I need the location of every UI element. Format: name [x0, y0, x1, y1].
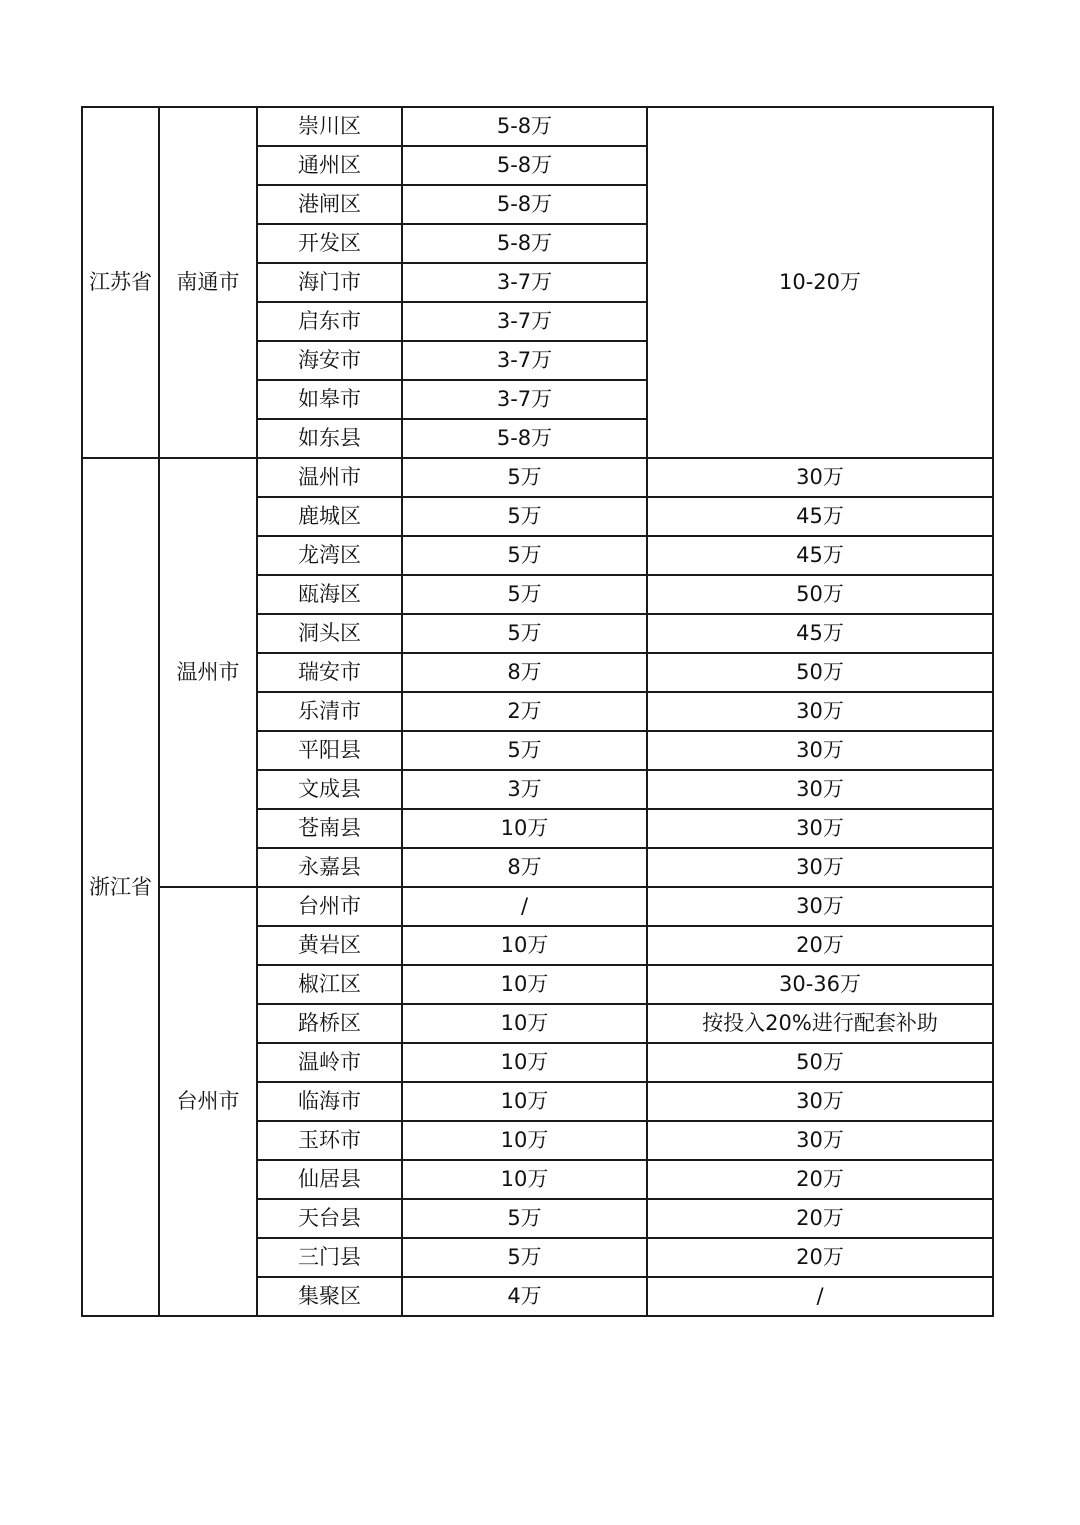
- value-cell: 30万: [647, 809, 993, 848]
- value-cell: 3-7万: [402, 380, 647, 419]
- city-cell: 台州市: [159, 887, 257, 1316]
- district-cell: 玉环市: [257, 1121, 402, 1160]
- table-row: [82, 458, 993, 497]
- district-cell: 永嘉县: [257, 848, 402, 887]
- district-cell: 龙湾区: [257, 536, 402, 575]
- value-cell: 10万: [402, 1043, 647, 1082]
- district-cell: 港闸区: [257, 185, 402, 224]
- city-cell: 温州市: [159, 458, 257, 887]
- value-cell: 5-8万: [402, 185, 647, 224]
- value-cell: 30万: [647, 770, 993, 809]
- value-cell: 3-7万: [402, 302, 647, 341]
- district-cell: 苍南县: [257, 809, 402, 848]
- value-cell: 50万: [647, 575, 993, 614]
- value-cell: 45万: [647, 614, 993, 653]
- value-cell: 45万: [647, 497, 993, 536]
- value-cell: 3-7万: [402, 341, 647, 380]
- table-row: [82, 887, 993, 926]
- district-cell: 如东县: [257, 419, 402, 458]
- value-cell: 30万: [647, 848, 993, 887]
- district-cell: 温州市: [257, 458, 402, 497]
- value-cell: 10万: [402, 1121, 647, 1160]
- district-cell: 三门县: [257, 1238, 402, 1277]
- value-cell: 3万: [402, 770, 647, 809]
- value-cell: 3-7万: [402, 263, 647, 302]
- value-cell: 30万: [647, 458, 993, 497]
- value-cell: 30万: [647, 1082, 993, 1121]
- value-cell: 10万: [402, 1082, 647, 1121]
- value-cell: /: [647, 1277, 993, 1316]
- value-cell: 10万: [402, 926, 647, 965]
- district-cell: 平阳县: [257, 731, 402, 770]
- value-cell: 45万: [647, 536, 993, 575]
- value-cell: 10万: [402, 809, 647, 848]
- value-cell: 2万: [402, 692, 647, 731]
- district-cell: 仙居县: [257, 1160, 402, 1199]
- value-cell: 20万: [647, 926, 993, 965]
- value-cell: 20万: [647, 1160, 993, 1199]
- district-cell: 临海市: [257, 1082, 402, 1121]
- district-cell: 如皋市: [257, 380, 402, 419]
- province-cell: 浙江省: [82, 458, 159, 1316]
- district-cell: 椒江区: [257, 965, 402, 1004]
- value-cell: 5-8万: [402, 419, 647, 458]
- value-cell: 5-8万: [402, 224, 647, 263]
- value-cell: 5万: [402, 575, 647, 614]
- district-cell: 通州区: [257, 146, 402, 185]
- value-cell: 20万: [647, 1199, 993, 1238]
- value-cell: 10万: [402, 1004, 647, 1043]
- district-cell: 乐清市: [257, 692, 402, 731]
- district-cell: 文成县: [257, 770, 402, 809]
- district-cell: 集聚区: [257, 1277, 402, 1316]
- value-cell: 50万: [647, 1043, 993, 1082]
- value-cell: 8万: [402, 848, 647, 887]
- value-cell: 5万: [402, 1199, 647, 1238]
- district-cell: 路桥区: [257, 1004, 402, 1043]
- value-cell: 30万: [647, 731, 993, 770]
- value-cell: /: [402, 887, 647, 926]
- value-cell: 30-36万: [647, 965, 993, 1004]
- value-cell: 30万: [647, 887, 993, 926]
- value-cell: 按投入20%进行配套补助: [647, 1004, 993, 1043]
- value-cell: 5万: [402, 731, 647, 770]
- district-cell: 温岭市: [257, 1043, 402, 1082]
- value-cell: 30万: [647, 1121, 993, 1160]
- value-cell: 8万: [402, 653, 647, 692]
- subsidy-table: [81, 106, 994, 1317]
- value-cell: 5万: [402, 497, 647, 536]
- district-cell: 天台县: [257, 1199, 402, 1238]
- district-cell: 瓯海区: [257, 575, 402, 614]
- district-cell: 开发区: [257, 224, 402, 263]
- value-cell: 10万: [402, 1160, 647, 1199]
- district-cell: 洞头区: [257, 614, 402, 653]
- district-cell: 瑞安市: [257, 653, 402, 692]
- value-cell: 5万: [402, 1238, 647, 1277]
- value-cell: 4万: [402, 1277, 647, 1316]
- value-cell: 5-8万: [402, 146, 647, 185]
- table-row: [82, 107, 993, 146]
- value-cell: 30万: [647, 692, 993, 731]
- value-cell: 50万: [647, 653, 993, 692]
- district-cell: 海安市: [257, 341, 402, 380]
- value-cell: 5万: [402, 458, 647, 497]
- value-cell: 5-8万: [402, 107, 647, 146]
- district-cell: 海门市: [257, 263, 402, 302]
- value-cell: 5万: [402, 614, 647, 653]
- district-cell: 崇川区: [257, 107, 402, 146]
- district-cell: 台州市: [257, 887, 402, 926]
- district-cell: 启东市: [257, 302, 402, 341]
- value-cell: 20万: [647, 1238, 993, 1277]
- value-cell: 10万: [402, 965, 647, 1004]
- value-cell: 5万: [402, 536, 647, 575]
- district-cell: 黄岩区: [257, 926, 402, 965]
- province-cell: 江苏省: [82, 107, 159, 458]
- district-cell: 鹿城区: [257, 497, 402, 536]
- city-cell: 南通市: [159, 107, 257, 458]
- merged-value-cell: 10-20万: [647, 107, 993, 458]
